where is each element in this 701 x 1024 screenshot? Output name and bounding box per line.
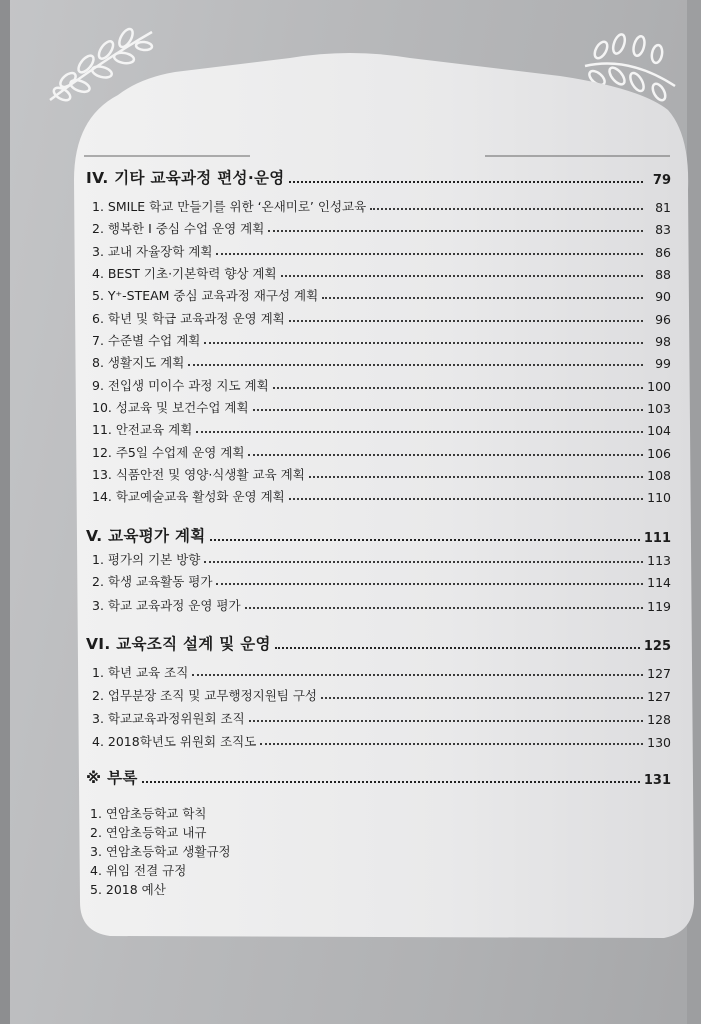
section-title: ※ 부록 [86, 769, 138, 787]
toc-section-appendix[interactable] [86, 766, 671, 788]
toc-item-page: 130 [647, 735, 671, 750]
toc-item[interactable] [86, 686, 671, 704]
toc-item-page: 90 [655, 289, 671, 304]
toc-section-v[interactable] [86, 524, 671, 546]
dot-leader [370, 207, 643, 210]
section-page: 79 [652, 173, 671, 188]
toc-item-label: 2. 학생 교육활동 평가 [92, 574, 213, 589]
toc-item-label: 4. BEST 기초·기본학력 향상 계획 [92, 266, 277, 281]
dot-leader [204, 560, 643, 563]
toc-item-page: 96 [655, 312, 671, 327]
toc-item-label: 3. 학교교육과정위원회 조직 [92, 711, 245, 726]
toc-item-page: 83 [655, 222, 671, 237]
toc-item[interactable] [86, 286, 671, 304]
toc-item-page: 119 [647, 599, 671, 614]
appendix-item[interactable]: 2. 연암초등학교 내규 [90, 825, 207, 840]
toc-item-label: 9. 전입생 미이수 과정 지도 계획 [92, 378, 269, 393]
toc-item-page: 113 [647, 553, 671, 568]
section-page: 125 [643, 639, 671, 654]
section-title: VI. 교육조직 설계 및 운영 [86, 635, 271, 653]
toc-item-label: 3. 학교 교육과정 운영 평가 [92, 598, 241, 613]
section-page: 111 [643, 531, 671, 546]
toc-item[interactable] [86, 264, 671, 282]
dot-leader [260, 742, 643, 745]
dot-leader [289, 180, 643, 183]
dot-leader [273, 386, 643, 389]
dot-leader [309, 475, 643, 478]
toc-item-label: 12. 주5일 수업제 운영 계획 [92, 445, 245, 460]
toc-item[interactable] [86, 331, 671, 349]
dot-leader [204, 341, 643, 344]
toc-item-page: 86 [655, 245, 671, 260]
toc-item[interactable] [86, 398, 671, 416]
toc-item-page: 103 [647, 401, 671, 416]
toc-item-page: 88 [655, 267, 671, 282]
section-title: V. 교육평가 계획 [86, 527, 206, 545]
dot-leader [275, 646, 640, 649]
toc-item[interactable] [86, 709, 671, 727]
toc-item[interactable] [86, 572, 671, 590]
toc-item[interactable] [86, 353, 671, 371]
toc-item-label: 4. 2018학년도 위원회 조직도 [92, 734, 257, 749]
dot-leader [142, 780, 640, 783]
dot-leader [245, 606, 643, 609]
toc-item-page: 108 [647, 468, 671, 483]
dot-leader [321, 696, 643, 699]
dot-leader [281, 274, 643, 277]
dot-leader [216, 582, 643, 585]
toc-item[interactable] [86, 443, 671, 461]
toc-item[interactable] [86, 596, 671, 614]
toc-item-label: 10. 성교육 및 보건수업 계획 [92, 400, 249, 415]
toc-item[interactable] [86, 420, 671, 438]
toc-item-label: 13. 식품안전 및 영양·식생활 교육 계획 [92, 467, 305, 482]
toc-item-page: 104 [647, 423, 671, 438]
dot-leader [188, 363, 643, 366]
toc-section-iv[interactable] [86, 166, 671, 188]
toc-item[interactable] [86, 487, 671, 505]
appendix-item[interactable]: 3. 연암초등학교 생활규정 [90, 844, 231, 859]
dot-leader [216, 252, 643, 255]
toc-item-label: 1. SMILE 학교 만들기를 위한 ‘온새미로’ 인성교육 [92, 199, 367, 214]
toc-item[interactable] [86, 219, 671, 237]
toc-item[interactable] [86, 376, 671, 394]
toc-item[interactable] [86, 197, 671, 215]
section-page: 131 [643, 773, 671, 788]
appendix-item[interactable]: 4. 위임 전결 규정 [90, 863, 187, 878]
toc-item-label: 14. 학교예술교육 활성화 운영 계획 [92, 489, 285, 504]
toc-item-page: 114 [647, 575, 671, 590]
dot-leader [192, 673, 643, 676]
dot-leader [210, 538, 640, 541]
dot-leader [253, 408, 643, 411]
toc-item-label: 7. 수준별 수업 계획 [92, 333, 201, 348]
toc-item-page: 100 [647, 379, 671, 394]
toc-item-page: 81 [655, 200, 671, 215]
toc-item-label: 2. 행복한 I 중심 수업 운영 계획 [92, 221, 265, 236]
dot-leader [289, 497, 643, 500]
dot-leader [289, 319, 643, 322]
toc-item-label: 11. 안전교육 계획 [92, 422, 193, 437]
appendix-item[interactable]: 1. 연암초등학교 학칙 [90, 806, 207, 821]
toc-item-page: 127 [647, 689, 671, 704]
toc-item-label: 5. Y⁺-STEAM 중심 교육과정 재구성 계획 [92, 288, 319, 303]
toc-item-page: 128 [647, 712, 671, 727]
appendix-item[interactable]: 5. 2018 예산 [90, 882, 166, 897]
toc-item-label: 8. 생활지도 계획 [92, 355, 185, 370]
toc-item[interactable] [86, 550, 671, 568]
toc-item-label: 2. 업무분장 조직 및 교무행정지원팀 구성 [92, 688, 317, 703]
toc-item[interactable] [86, 465, 671, 483]
toc-item-page: 106 [647, 446, 671, 461]
toc-item-label: 1. 학년 교육 조직 [92, 665, 189, 680]
toc-item-page: 98 [655, 334, 671, 349]
toc-item[interactable] [86, 663, 671, 681]
toc-section-vi[interactable] [86, 632, 671, 654]
toc-item-label: 1. 평가의 기본 방향 [92, 552, 201, 567]
toc-item-page: 110 [647, 490, 671, 505]
toc-item-label: 3. 교내 자율장학 계획 [92, 244, 213, 259]
dot-leader [322, 296, 643, 299]
toc-item[interactable] [86, 242, 671, 260]
toc-item-page: 127 [647, 666, 671, 681]
toc-item-label: 6. 학년 및 학급 교육과정 운영 계획 [92, 311, 285, 326]
section-title: IV. 기타 교육과정 편성·운영 [86, 169, 285, 187]
toc-item[interactable] [86, 732, 671, 750]
dot-leader [196, 430, 643, 433]
dot-leader [248, 453, 643, 456]
dot-leader [249, 719, 643, 722]
dot-leader [268, 229, 643, 232]
toc-item-page: 99 [655, 356, 671, 371]
toc-item[interactable] [86, 309, 671, 327]
